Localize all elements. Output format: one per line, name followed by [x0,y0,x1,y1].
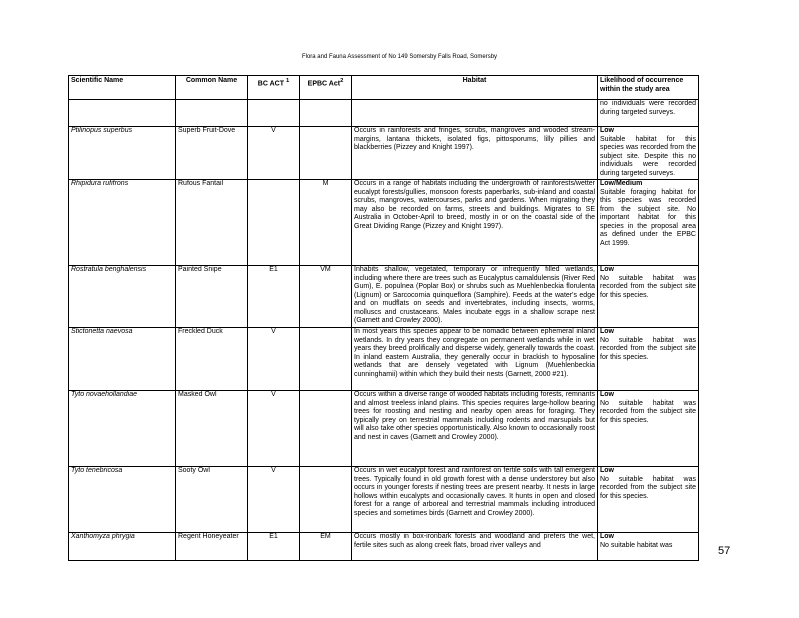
scientific-name-cell: Tyto tenebricosa [69,467,176,533]
likelihood-cell [598,533,699,561]
scientific-name-cell: Tyto novaehollandiae [69,391,176,467]
habitat-cell: Occurs in a range of habitats including the undergrowth of rainforests/wetter eucalypt forests/gullies, monsoon forests paperbarks, sub-inland and coastal scrubs, mangroves, watercourses, parks and gardens. When migrating they may also be recorded on farms, streets and buildings. Migrates to SE Australia in October-April to breed, mostly in or on the coastal side of the Great Dividing Range (Pizzey and Knight 1997). [352,180,598,266]
scientific-name-cell: Xanthomyza phrygia [69,533,176,561]
bc-act-cell: V [248,127,300,180]
epbc-act-cell [300,467,352,533]
scientific-name-cell [69,100,176,127]
epbc-act-cell [300,391,352,467]
column-header-habitat: Habitat [352,76,598,100]
column-header-epbc-act: EPBC Act$^2$ [300,76,352,100]
bc-act-cell: V [248,328,300,391]
epbc-act-cell [300,127,352,180]
likelihood-cell [598,127,699,180]
habitat-cell: Occurs mostly in box-ironbark forests and woodland and prefers the wet, fertile sites such as along creek flats, broad river valleys and [352,533,598,561]
epbc-act-cell: VM [300,266,352,328]
likelihood-cell [598,100,699,127]
likelihood-level: Low [600,467,614,474]
scientific-name-cell: Rostratula benghalensis [69,266,176,328]
column-header-scientific-name: Scientific Name [69,76,176,100]
scientific-name-cell: Ptilinopus superbus [69,127,176,180]
epbc-act-cell [300,328,352,391]
likelihood-level: Low/Medium [600,180,643,187]
table-row [69,391,699,467]
table-row [69,533,699,561]
table-row [69,328,699,391]
document-header: Flora and Fauna Assessment of No 149 Somersby Falls Road, Somersby [301,54,498,60]
epbc-act-cell: EM [300,533,352,561]
species-table [68,75,699,561]
bc-act-cell [248,180,300,266]
common-name-cell: Rufous Fantail [176,180,248,266]
likelihood-level: Low [600,391,614,398]
likelihood-cell [598,328,699,391]
habitat-cell: Occurs within a diverse range of wooded habitats including forests, remnants and almost treeless inland plains. This species requires large-hollow bearing trees for roosting and nesting and nearby open areas for foraging. They typically prey on terrestrial mammals including rodents and marsupials but will also take other species opportunistically. Also known to occasionally roost and nest in caves (Garnett and Crowley 2000). [352,391,598,467]
likelihood-cell [598,180,699,266]
bc-act-cell: V [248,391,300,467]
likelihood-text: No suitable habitat was recorded from the subject site for this species. [600,399,696,424]
table-row [69,100,699,127]
scientific-name-cell: Stictonetta naevosa [69,328,176,391]
common-name-cell: Sooty Owl [176,467,248,533]
likelihood-text: No suitable habitat was recorded from the subject site for this species. [600,475,696,500]
habitat-cell: Inhabits shallow, vegetated, temporary or infrequently filled wetlands, including where there are trees such as Eucalyptus camaldulensis (River Red Gum), E. populnea (Poplar Box) or shrubs such as Muehlenbeckia florulenta (Lignum) or Sarcocornia quinqueflora (Samphire). Feeds at the water's edge and on mudflats on seeds and invertebrates, including insects, worms, molluscs and crustaceans. Males incubate eggs in a shallow scrape nest (Garnett and Crowley 2000). [352,266,598,328]
column-header-bc-act: BC ACT $^1$ [248,76,300,100]
likelihood-text: Suitable habitat for this species was recorded from the subject site. Despite this no individuals were recorded during targeted surveys. [600,135,696,177]
likelihood-level: Low [600,533,614,540]
epbc-act-cell: M [300,180,352,266]
likelihood-text: No suitable habitat was [600,541,673,549]
common-name-cell: Masked Owl [176,391,248,467]
common-name-cell: Painted Snipe [176,266,248,328]
likelihood-text: No suitable habitat was recorded from the subject site for this species. [600,274,696,299]
scientific-name-cell: Rhipidura rufifrons [69,180,176,266]
likelihood-text: no individuals were recorded during targeted surveys. [600,100,696,116]
bc-act-cell [248,100,300,127]
habitat-cell: In most years this species appear to be nomadic between ephemeral inland wetlands. In dry years they congregate on permanent wetlands while in wet years they breed prolifically and disperse widely, generally towards the coast. In inland eastern Australia, they generally occur in brackish to hyposaline wetlands that are densely vegetated with Lignum (Muehlenbeckia cunninghamii) within which they build their nests (Garnett, 2000 #21). [352,328,598,391]
likelihood-cell [598,266,699,328]
table-row [69,266,699,328]
table-row [69,467,699,533]
table-header-row [69,76,699,100]
likelihood-text: Suitable foraging habitat for this species was recorded from the subject site. No important habitat for this species in the proposal area as defined under the EPBC Act 1999. [600,188,696,247]
habitat-cell [352,100,598,127]
bc-act-cell: V [248,467,300,533]
table-body [69,100,699,561]
bc-act-cell: E1 [248,266,300,328]
habitat-cell: Occurs in wet eucalypt forest and rainforest on fertile soils with tall emergent trees. Typically found in old growth forest with a dense understorey but also occurs in younger forests if nesting trees are present nearby. It nests in large hollows within eucalypts and occasionally caves. It hunts in open and closed forest for a range of arboreal and terrestrial mammals including introduced species and sometimes birds (Garnett and Crowley 2000). [352,467,598,533]
column-header-likelihood: Likelihood of occurrence within the study area [598,76,699,100]
likelihood-cell [598,467,699,533]
bc-act-cell: E1 [248,533,300,561]
common-name-cell: Regent Honeyeater [176,533,248,561]
likelihood-level: Low [600,328,614,335]
common-name-cell: Superb Fruit-Dove [176,127,248,180]
common-name-cell [176,100,248,127]
common-name-cell: Freckled Duck [176,328,248,391]
column-header-common-name: Common Name [176,76,248,100]
page-number: 57 [718,545,731,557]
likelihood-text: No suitable habitat was recorded from the subject site for this species. [600,336,696,361]
habitat-cell: Occurs in rainforests and fringes, scrubs, mangroves and wooded stream-margins, lantana thickets, isolated figs, pittosporums, lilly pillies and blackberries (Pizzey and Knight 1997). [352,127,598,180]
epbc-act-cell [300,100,352,127]
likelihood-level: Low [600,266,614,273]
likelihood-cell [598,391,699,467]
table-row [69,180,699,266]
likelihood-level: Low [600,127,614,134]
table-row [69,127,699,180]
